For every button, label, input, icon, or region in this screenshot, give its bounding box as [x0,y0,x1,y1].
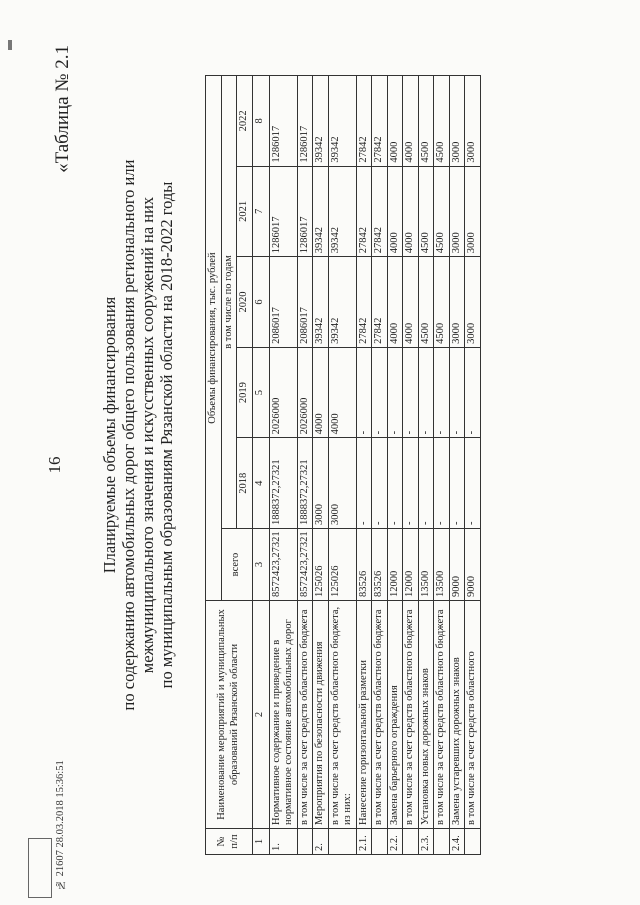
cell-y2019: - [465,347,481,438]
cell-y2018: - [403,438,419,529]
table-row [269,76,297,855]
col-num: 5 [252,347,269,438]
rotated-content [40,45,600,855]
cell-no: 2.3. [418,829,434,855]
table-row [356,76,372,855]
col-num: 2 [252,601,269,829]
cell-no: 2.4. [449,829,465,855]
cell-name: в том числе за счет средств областного бюджета [403,601,419,829]
cell-name: Замена устаревших дорожных знаков [449,601,465,829]
cell-name: Нанесение горизонтальной разметки [356,601,372,829]
col-num: 6 [252,257,269,348]
table-row [403,76,419,855]
title-line-2: по содержанию автомобильных дорог общего пользования регионального или [119,159,138,711]
col-num: 7 [252,166,269,257]
cell-y2021: 1286017 [297,166,313,257]
cell-y2022: 4000 [403,76,419,167]
cell-y2019: - [356,347,372,438]
cell-y2019: - [372,347,388,438]
cell-y2020: 27842 [356,257,372,348]
document-title [100,75,176,795]
page-number: 16 [45,456,64,474]
cell-y2021: 4500 [418,166,434,257]
cell-y2021: 39342 [328,166,356,257]
cell-y2022: 27842 [356,76,372,167]
cell-total: 12000 [387,529,403,601]
table-row [418,76,434,855]
cell-y2022: 27842 [372,76,388,167]
cell-y2021: 4500 [434,166,450,257]
title-line-1: Планируемые объемы финансирования [100,296,119,574]
cell-y2020: 39342 [313,257,329,348]
cell-y2019: - [449,347,465,438]
title-line-3: межмуниципального значения и искусственных сооружений на них [138,196,157,674]
cell-y2018: - [387,438,403,529]
header-no: № п/п [206,829,253,855]
cell-y2019: - [387,347,403,438]
cell-y2020: 27842 [372,257,388,348]
cell-y2019: - [418,347,434,438]
cell-total: 125026 [313,529,329,601]
cell-name: в том числе за счет средств областного бюджета, из них: [328,601,356,829]
cell-total: 8572423,27321 [297,529,313,601]
cell-y2021: 4000 [387,166,403,257]
scan-artifact [8,40,12,50]
cell-y2022: 4500 [418,76,434,167]
cell-y2020: 39342 [328,257,356,348]
cell-y2022: 4500 [434,76,450,167]
cell-y2018: 1888372,27321 [269,438,297,529]
table-row [297,76,313,855]
cell-y2021: 27842 [356,166,372,257]
cell-total: 8572423,27321 [269,529,297,601]
cell-name: в том числе за счет средств областного бюджета [297,601,313,829]
header-name: Наименование мероприятий и муниципальных образований Рязанской области [206,601,253,829]
col-num: 8 [252,76,269,167]
cell-y2022: 39342 [313,76,329,167]
cell-name: в том числе за счет средств областного бюджета [372,601,388,829]
cell-total: 9000 [449,529,465,601]
cell-total: 13500 [418,529,434,601]
cell-name: в том числе за счет средств областного [465,601,481,829]
cell-no [403,829,419,855]
cell-y2018: - [356,438,372,529]
cell-no [465,829,481,855]
cell-y2019: 2026000 [269,347,297,438]
cell-name: Мероприятия по безопасности движения [313,601,329,829]
header-volumes: Объемы финансирования, тыс. рублей [206,76,222,601]
header-year: 2018 [237,438,253,529]
cell-no: 2.1. [356,829,372,855]
cell-y2021: 3000 [465,166,481,257]
cell-no [328,829,356,855]
cell-y2018: - [434,438,450,529]
cell-y2021: 1286017 [269,166,297,257]
cell-no [372,829,388,855]
cell-y2019: 4000 [328,347,356,438]
registration-mark: № 21607 28.03.2018 15:36:51 [55,760,66,890]
cell-y2022: 1286017 [297,76,313,167]
cell-y2018: 3000 [328,438,356,529]
cell-y2022: 3000 [465,76,481,167]
cell-total: 12000 [403,529,419,601]
cell-y2020: 4000 [403,257,419,348]
cell-y2021: 39342 [313,166,329,257]
cell-y2018: - [372,438,388,529]
cell-y2022: 39342 [328,76,356,167]
table-row [372,76,388,855]
cell-y2020: 4000 [387,257,403,348]
cell-y2018: - [465,438,481,529]
cell-total: 13500 [434,529,450,601]
table-row [449,76,465,855]
cell-no [434,829,450,855]
cell-name: Замена барьерного ограждения [387,601,403,829]
cell-y2018: 1888372,27321 [297,438,313,529]
cell-total: 83526 [356,529,372,601]
table-label: «Таблица № 2.1 [52,45,73,173]
header-year: 2022 [237,76,253,167]
cell-y2021: 27842 [372,166,388,257]
cell-y2020: 4500 [434,257,450,348]
cell-y2020: 3000 [465,257,481,348]
cell-y2021: 3000 [449,166,465,257]
cell-y2018: - [418,438,434,529]
table-row [313,76,329,855]
cell-y2022: 1286017 [269,76,297,167]
cell-total: 83526 [372,529,388,601]
header-incl-years: в том числе по годам [221,76,237,529]
office-stamp [28,838,52,898]
cell-y2019: - [403,347,419,438]
col-num: 4 [252,438,269,529]
header-year: 2019 [237,347,253,438]
cell-name: в том числе за счет средств областного бюджета [434,601,450,829]
table-row [465,76,481,855]
cell-y2018: - [449,438,465,529]
cell-y2020: 3000 [449,257,465,348]
table-body [269,76,480,855]
cell-y2022: 4000 [387,76,403,167]
header-total: всего [221,529,252,601]
cell-no: 2. [313,829,329,855]
title-line-4: по муниципальным образованиям Рязанской области на 2018-2022 годы [157,181,176,689]
table-row [328,76,356,855]
header-year: 2020 [237,257,253,348]
cell-y2019: - [434,347,450,438]
cell-total: 9000 [465,529,481,601]
col-num: 1 [252,829,269,855]
cell-name: Установка новых дорожных знаков [418,601,434,829]
table-row [434,76,450,855]
header-year: 2021 [237,166,253,257]
cell-y2018: 3000 [313,438,329,529]
cell-no: 1. [269,829,297,855]
col-num: 3 [252,529,269,601]
table-row [387,76,403,855]
cell-y2020: 2086017 [269,257,297,348]
cell-name: Нормативное содержание и приведение в нормативное состояние автомобильных дорог [269,601,297,829]
cell-no: 2.2. [387,829,403,855]
financing-table [205,75,481,855]
cell-total: 125026 [328,529,356,601]
cell-y2020: 4500 [418,257,434,348]
cell-y2022: 3000 [449,76,465,167]
cell-y2021: 4000 [403,166,419,257]
cell-y2020: 2086017 [297,257,313,348]
cell-y2019: 2026000 [297,347,313,438]
cell-y2019: 4000 [313,347,329,438]
cell-no [297,829,313,855]
